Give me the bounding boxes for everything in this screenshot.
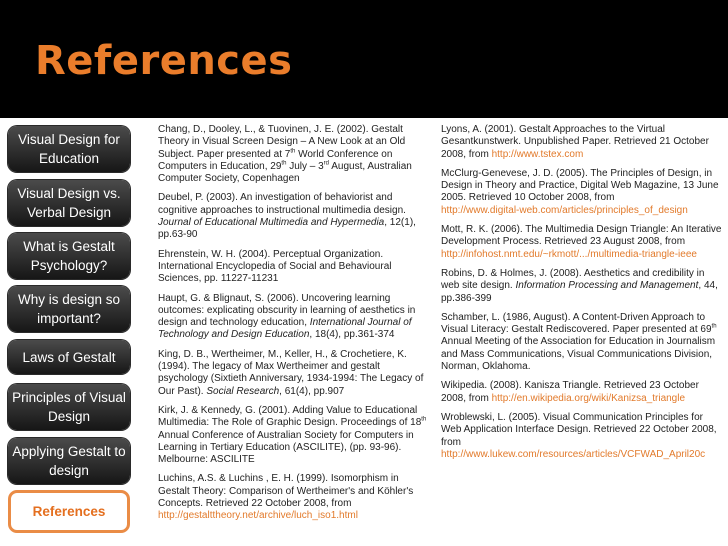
nav-laws-of-gestalt[interactable]: Laws of Gestalt xyxy=(8,340,130,374)
page-title: References xyxy=(35,38,293,84)
reference-item: Luchins, A.S. & Luchins , E. H. (1999). Isomorphism in Gestalt Theory: Comparison of Wertheimer's and Köhler's Concepts. Retrieved 22 October 2008, from http://gestalttheory.net/archive/luch_iso1.html xyxy=(158,473,414,522)
reference-item: Haupt, G. & Blignaut, S. (2006). Uncovering learning outcomes: explicating obscurity in learning of aesthetics in design and technology education, International Journal of Technology and Design Education, 18(4), pp.361-374 xyxy=(158,292,416,341)
reference-item: Chang, D., Dooley, L., & Tuovinen, J. E. (2002). Gestalt Theory in Visual Screen Design – A New Look at an Old Subject. Paper presented at 7th World Conference on Computers in Education, 29th July – 3rd August, Australian Computer Society, Copenhagen xyxy=(158,124,412,185)
reference-item: McClurg-Genevese, J. D. (2005). The Principles of Design, in Design in Theory and Practice, Digital Web Magazine, 13 June 2005. Retrieved 10 October 2008, from http://www.digital-web.com/articles/principles_of_design xyxy=(441,167,719,216)
references-column-right xyxy=(441,124,723,468)
reference-item: Lyons, A. (2001). Gestalt Approaches to the Virtual Gesantkunstwerk. Unpublished Paper. Retrieved 21 October 2008, from http://www.tstex.com xyxy=(441,124,709,160)
reference-item: Wroblewski, L. (2005). Visual Communication Principles for Web Application Interface Design. Retrieved 22 October 2008, from http://www.lukew.com/resources/articles/VCFWAD_April20c xyxy=(441,411,717,460)
reference-link[interactable]: http://www.lukew.com/resources/articles/VCFWAD_April20c xyxy=(441,448,706,460)
reference-link[interactable]: http://www.tstex.com xyxy=(491,148,584,160)
reference-link[interactable]: http://infohost.nmt.edu/~rkmott/.../multimedia-triangle-ieee xyxy=(441,248,697,260)
nav-why-design-important[interactable]: Why is design so important? xyxy=(8,286,130,332)
nav-visual-vs-verbal-design[interactable]: Visual Design vs. Verbal Design xyxy=(8,180,130,226)
reference-item: Ehrenstein, W. H. (2004). Perceptual Organization. International Encyclopedia of Social and Behavioural Sciences, pp. 11227-11231 xyxy=(158,248,392,285)
reference-item: Wikipedia. (2008). Kanisza Triangle. Retrieved 23 October 2008, from http://en.wikipedia.org/wiki/Kanizsa_triangle xyxy=(441,380,699,404)
nav-references-active[interactable]: References xyxy=(8,490,130,533)
reference-item: Kirk, J. & Kennedy, G. (2001). Adding Value to Educational Multimedia: The Role of Graphic Design. Proceedings of 18th Annual Conference of Australian Society for Computers in Learning in Tertiary Education (ASCILITE), (pp. 93-96). Melbourne: ASCILITE xyxy=(158,404,427,466)
nav-visual-design-for-education[interactable]: Visual Design for Education xyxy=(8,126,130,172)
reference-item: Deubel, P. (2003). An investigation of behaviorist and cognitive approaches to instructional multimedia design. Journal of Educational Multimedia and Hypermedia, 12(1), pp.63-90 xyxy=(158,192,416,241)
reference-item: Robins, D. & Holmes, J. (2008). Aesthetics and credibility in web site design. Information Processing and Management, 44, pp.386-399 xyxy=(441,267,718,304)
nav-principles-of-visual-design[interactable]: Principles of Visual Design xyxy=(8,384,130,430)
references-column-left xyxy=(158,124,428,530)
reference-link[interactable]: http://gestalttheory.net/archive/luch_iso1.html xyxy=(158,510,358,522)
reference-item: King, D. B., Wertheimer, M., Keller, H., & Crochetiere, K. (1994). The legacy of Max Wertheimer and gestalt psychology (Sixtieth Anniversary, 1934-1994: The Legacy of Our Past). Social Research, 61(4), pp.907 xyxy=(158,348,424,397)
nav-what-is-gestalt[interactable]: What is Gestalt Psychology? xyxy=(8,233,130,279)
reference-link[interactable]: http://www.digital-web.com/articles/principles_of_design xyxy=(441,204,688,216)
reference-item: Schamber, L. (1986, August). A Content-Driven Approach to Visual Literacy: Gestalt Rediscovered. Paper presented at 69th Annual Meeting of the Association for Education in Journalism and Mass Communications, Visual Communications Division, Norman, Oklahoma. xyxy=(441,311,717,373)
reference-link[interactable]: http://en.wikipedia.org/wiki/Kanizsa_triangle xyxy=(491,392,686,404)
reference-item: Mott, R. K. (2006). The Multimedia Design Triangle: An Iterative Development Process. Retrieved 23 August 2008, from http://infohost.nmt.edu/~rkmott/.../multimedia-triangle-ieee xyxy=(441,224,722,260)
nav-applying-gestalt[interactable]: Applying Gestalt to design xyxy=(8,438,130,484)
